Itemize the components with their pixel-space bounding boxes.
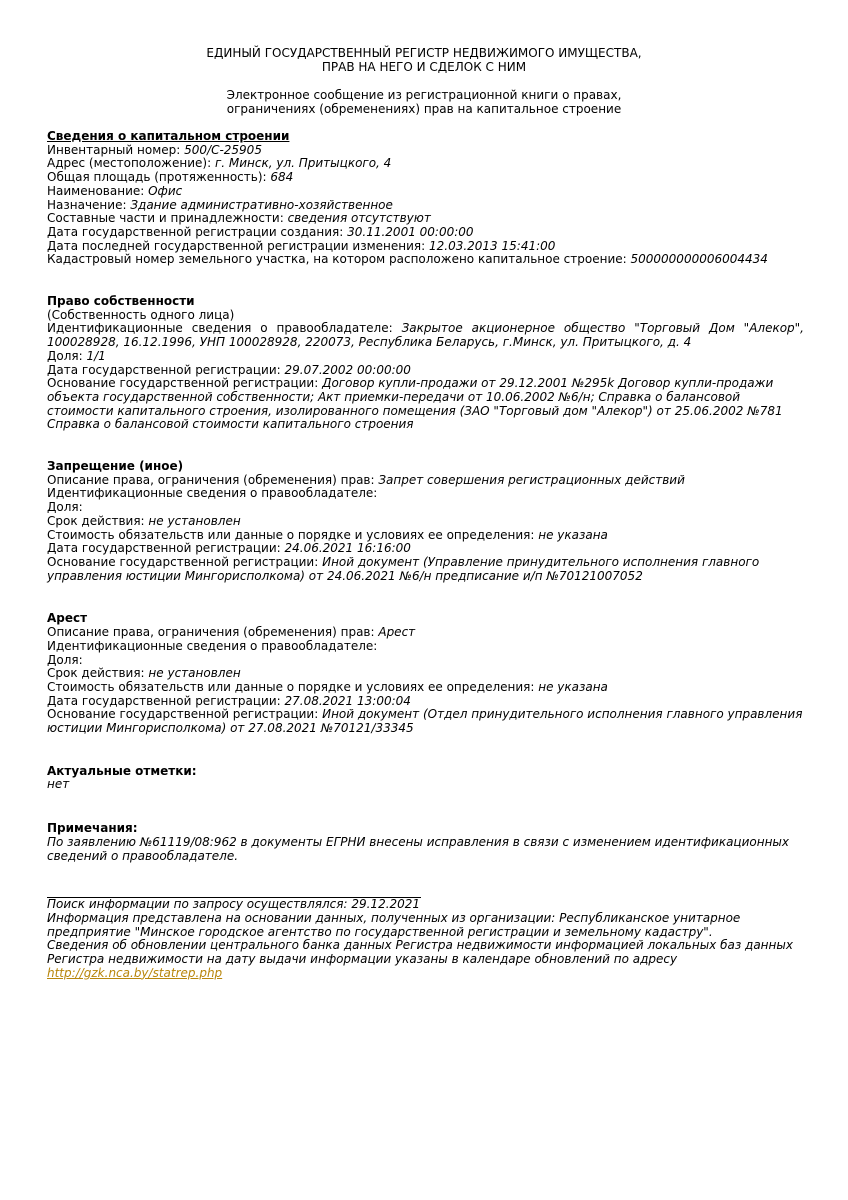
arrest-description bbox=[47, 626, 804, 640]
ban-section bbox=[47, 460, 804, 583]
arrest-cost bbox=[47, 681, 804, 695]
notes-title: Примечания: bbox=[47, 821, 138, 836]
building-field bbox=[47, 171, 804, 185]
arrest-holder: Идентификационные сведения о правообладателе: bbox=[47, 638, 378, 653]
field-value: не указана bbox=[538, 527, 608, 542]
arrest-date bbox=[47, 695, 804, 709]
field-label: Срок действия: bbox=[47, 666, 149, 681]
document-subheader bbox=[0, 89, 848, 116]
ban-basis bbox=[47, 556, 804, 583]
field-value: 12.03.2013 15:41:00 bbox=[428, 238, 556, 253]
building-field bbox=[47, 144, 804, 158]
field-value: Здание административно-хозяйственное bbox=[130, 197, 393, 212]
field-label: Основание государственной регистрации: bbox=[47, 554, 323, 569]
ban-date bbox=[47, 542, 804, 556]
field-value: 27.08.2021 13:00:04 bbox=[284, 693, 411, 708]
field-value: Офис bbox=[148, 183, 183, 198]
document-header bbox=[0, 46, 848, 74]
field-label: Описание права, ограничения (обременения) прав: bbox=[47, 625, 379, 640]
notes-section bbox=[47, 822, 804, 863]
field-label: Наименование: bbox=[47, 183, 149, 198]
footer-source: Информация представлена на основании данных, полученных из организации: Республиканское унитарное предприятие "Минское городское агентство по государственной регистрации и земельному кадастру". bbox=[47, 910, 741, 939]
ownership-section bbox=[47, 295, 804, 432]
field-label: Основание государственной регистрации: bbox=[47, 707, 323, 722]
ownership-subtitle: (Собственность одного лица) bbox=[47, 307, 235, 322]
field-value: 24.06.2021 16:16:00 bbox=[284, 541, 411, 556]
arrest-term bbox=[47, 667, 804, 681]
building-section bbox=[47, 130, 804, 267]
field-value: Запрет совершения регистрационных действий bbox=[378, 472, 685, 487]
updates-calendar-link[interactable]: http://gzk.nca.by/statrep.php bbox=[47, 965, 223, 980]
field-value: не установлен bbox=[148, 666, 241, 681]
subheader-line-1: Электронное сообщение из регистрационной книги о правах, bbox=[226, 88, 622, 102]
ban-title: Запрещение (иное) bbox=[47, 459, 184, 474]
ownership-share bbox=[47, 350, 804, 364]
arrest-basis bbox=[47, 708, 804, 735]
field-label: Дата государственной регистрации: bbox=[47, 693, 285, 708]
ownership-basis bbox=[47, 377, 804, 432]
arrest-title: Арест bbox=[47, 611, 88, 626]
header-line-1: ЕДИНЫЙ ГОСУДАРСТВЕННЫЙ РЕГИСТР НЕДВИЖИМОГО ИМУЩЕСТВА, bbox=[206, 46, 642, 60]
document-footer bbox=[47, 897, 804, 980]
field-value: Иной документ (Управление принудительного исполнения главного управления юстиции Мингорисполкома) от 24.06.2021 №6/н предписание и/п №70121007052 bbox=[47, 554, 760, 583]
ban-term bbox=[47, 515, 804, 529]
field-label: Общая площадь (протяженность): bbox=[47, 170, 271, 185]
building-field bbox=[47, 157, 804, 171]
footer-search-date: Поиск информации по запросу осуществлялся: 29.12.2021 bbox=[47, 897, 421, 912]
building-title: Сведения о капитальном строении bbox=[47, 129, 290, 143]
header-line-2: ПРАВ НА НЕГО И СДЕЛОК С НИМ bbox=[321, 60, 527, 74]
field-label: Назначение: bbox=[47, 197, 131, 212]
field-label: Дата государственной регистрации: bbox=[47, 541, 285, 556]
field-value: 500/C-25905 bbox=[184, 142, 262, 157]
notes-value: По заявлению №61119/08:962 в документы ЕГРНИ внесены исправления в связи с изменением идентификационных сведений о правообладателе. bbox=[47, 834, 790, 863]
arrest-share: Доля: bbox=[47, 652, 83, 667]
field-label: Дата государственной регистрации создания: bbox=[47, 224, 348, 239]
field-label: Срок действия: bbox=[47, 513, 149, 528]
field-value: Договор купли-продажи от 29.12.2001 №295k Договор купли-продажи объекта государственной собственности; Акт приемки-передачи от 10.06.2002 №6/н; Справка о балансовой стоимости капитального строения, изолированного помещения (ЗАО "Торговый дом "Алекор") от 25.06.2002 №781 Справка о балансовой стоимости капитального строения bbox=[47, 376, 783, 432]
building-field bbox=[47, 199, 804, 213]
arrest-section bbox=[47, 612, 804, 735]
field-value: Арест bbox=[378, 625, 416, 640]
field-label: Основание государственной регистрации: bbox=[47, 376, 323, 391]
field-label: Описание права, ограничения (обременения) прав: bbox=[47, 472, 379, 487]
field-value: 30.11.2001 00:00:00 bbox=[347, 224, 474, 239]
ban-share: Доля: bbox=[47, 500, 83, 515]
field-label: Идентификационные сведения о правообладателе: bbox=[47, 321, 402, 336]
field-value: 29.07.2002 00:00:00 bbox=[284, 362, 411, 377]
field-value: 500000000006004434 bbox=[630, 252, 768, 267]
field-label: Кадастровый номер земельного участка, на котором расположено капитальное строение: bbox=[47, 252, 631, 267]
field-label: Дата последней государственной регистрации изменения: bbox=[47, 238, 429, 253]
field-value: сведения отсутствуют bbox=[287, 211, 431, 226]
building-field bbox=[47, 226, 804, 240]
document-body bbox=[47, 130, 804, 980]
ban-description bbox=[47, 474, 804, 488]
building-field bbox=[47, 253, 804, 267]
marks-title: Актуальные отметки: bbox=[47, 763, 197, 778]
footer-updates: Сведения об обновлении центрального банка данных Регистра недвижимости информацией локальных баз данных Регистра недвижимости на дату выдачи информации указаны в календаре обновлений по адресу bbox=[47, 938, 793, 967]
field-value: не указана bbox=[538, 679, 608, 694]
subheader-line-2: ограничениях (обременениях) прав на капитальное строение bbox=[226, 101, 622, 116]
field-value: Иной документ (Отдел принудительного исполнения главного управления юстиции Мингорисполкома) от 27.08.2021 №70121/33345 bbox=[47, 707, 803, 736]
field-value: 1/1 bbox=[86, 348, 106, 363]
field-label: Доля: bbox=[47, 348, 87, 363]
field-label: Стоимость обязательств или данные о порядке и условиях ее определения: bbox=[47, 527, 539, 542]
building-field bbox=[47, 185, 804, 199]
field-label: Стоимость обязательств или данные о порядке и условиях ее определения: bbox=[47, 679, 539, 694]
marks-section bbox=[47, 765, 804, 792]
field-label: Составные части и принадлежности: bbox=[47, 211, 288, 226]
ban-cost bbox=[47, 529, 804, 543]
field-value: Закрытое акционерное общество "Торговый Дом "Алекор", 100028928, 16.12.1996, УНП 100028928, 220073, Республика Беларусь, г.Минск, ул. Притыцкого, д. 4 bbox=[47, 321, 804, 350]
building-field bbox=[47, 212, 804, 226]
field-label: Инвентарный номер: bbox=[47, 142, 185, 157]
ban-holder: Идентификационные сведения о правообладателе: bbox=[47, 486, 378, 501]
ownership-title: Право собственности bbox=[47, 294, 195, 309]
field-label: Дата государственной регистрации: bbox=[47, 362, 285, 377]
field-value: не установлен bbox=[148, 513, 241, 528]
ownership-date bbox=[47, 364, 804, 378]
building-field bbox=[47, 240, 804, 254]
ownership-holder bbox=[47, 322, 804, 349]
field-label: Адрес (местоположение): bbox=[47, 156, 215, 171]
marks-value: нет bbox=[47, 777, 70, 792]
field-value: г. Минск, ул. Притыцкого, 4 bbox=[214, 156, 392, 171]
field-value: 684 bbox=[270, 170, 294, 185]
